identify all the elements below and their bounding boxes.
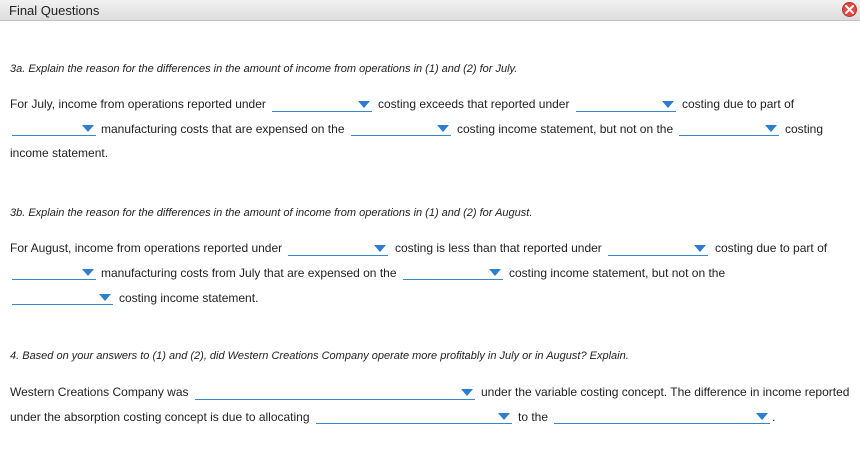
- q3b-text-4: manufacturing costs from July that are expensed on the: [101, 266, 397, 280]
- chevron-down-icon: [358, 101, 370, 108]
- q3b-dropdown-5[interactable]: [12, 289, 113, 305]
- q3a-text-6: costing: [785, 122, 824, 136]
- q4-text-4: to the: [518, 410, 549, 424]
- q3b-text-3: costing due to part of: [715, 241, 828, 255]
- q3a-text-4: manufacturing costs that are expensed on the: [101, 122, 345, 136]
- q3a-text-2: costing exceeds that reported under: [378, 97, 570, 111]
- close-button[interactable]: [842, 2, 857, 17]
- chevron-down-icon: [765, 125, 777, 132]
- chevron-down-icon: [82, 125, 94, 132]
- chevron-down-icon: [662, 101, 674, 108]
- q4-dropdown-2[interactable]: [316, 408, 512, 424]
- q4-dropdown-3[interactable]: [554, 408, 770, 424]
- chevron-down-icon: [461, 389, 473, 396]
- q3b-text-2: costing is less than that reported under: [395, 241, 602, 255]
- q3b-dropdown-4[interactable]: [403, 264, 503, 280]
- q4-text-3: under the absorption costing concept is due to allocating: [10, 410, 310, 424]
- q3a-text-3: costing due to part of: [682, 97, 795, 111]
- q3a-text-5: costing income statement, but not on the: [457, 122, 674, 136]
- q3a-text-1: For July, income from operations reported under: [10, 97, 266, 111]
- chevron-down-icon: [437, 125, 449, 132]
- q3b-text-6: costing income statement.: [119, 291, 259, 305]
- q3b-text-5: costing income statement, but not on the: [509, 266, 726, 280]
- chevron-down-icon: [99, 294, 111, 301]
- q3b-text-1: For August, income from operations reported under: [10, 241, 283, 255]
- chevron-down-icon: [82, 269, 94, 276]
- q3a-dropdown-2[interactable]: [576, 96, 676, 112]
- q3b-dropdown-1[interactable]: [288, 240, 388, 256]
- window-titlebar: [0, 0, 860, 21]
- q3a-dropdown-1[interactable]: [272, 96, 372, 112]
- q3b-dropdown-3[interactable]: [12, 264, 96, 280]
- chevron-down-icon: [694, 245, 706, 252]
- q4-text-1: Western Creations Company was: [10, 385, 189, 399]
- q4-text-5: .: [772, 410, 776, 424]
- question-3a-heading: 3a. Explain the reason for the differences in the amount of income from operations in (1) and (2) for July.: [10, 63, 518, 75]
- close-icon: [845, 5, 854, 14]
- question-3b-heading: 3b. Explain the reason for the differences in the amount of income from operations in (1) and (2) for August.: [10, 207, 533, 219]
- q4-dropdown-1[interactable]: [195, 384, 475, 400]
- window-title: Final Questions: [9, 3, 100, 18]
- q3a-text-7: income statement.: [10, 146, 109, 160]
- chevron-down-icon: [498, 413, 510, 420]
- q3a-dropdown-3[interactable]: [12, 120, 96, 136]
- chevron-down-icon: [374, 245, 386, 252]
- chevron-down-icon: [756, 413, 768, 420]
- q3a-dropdown-5[interactable]: [679, 120, 779, 136]
- question-4-heading: 4. Based on your answers to (1) and (2), did Western Creations Company operate more profitably in July or in August? Explain.: [10, 350, 629, 362]
- q4-text-2: under the variable costing concept. The difference in income reported: [481, 385, 850, 399]
- q3a-dropdown-4[interactable]: [351, 120, 451, 136]
- chevron-down-icon: [489, 269, 501, 276]
- q3b-dropdown-2[interactable]: [608, 240, 708, 256]
